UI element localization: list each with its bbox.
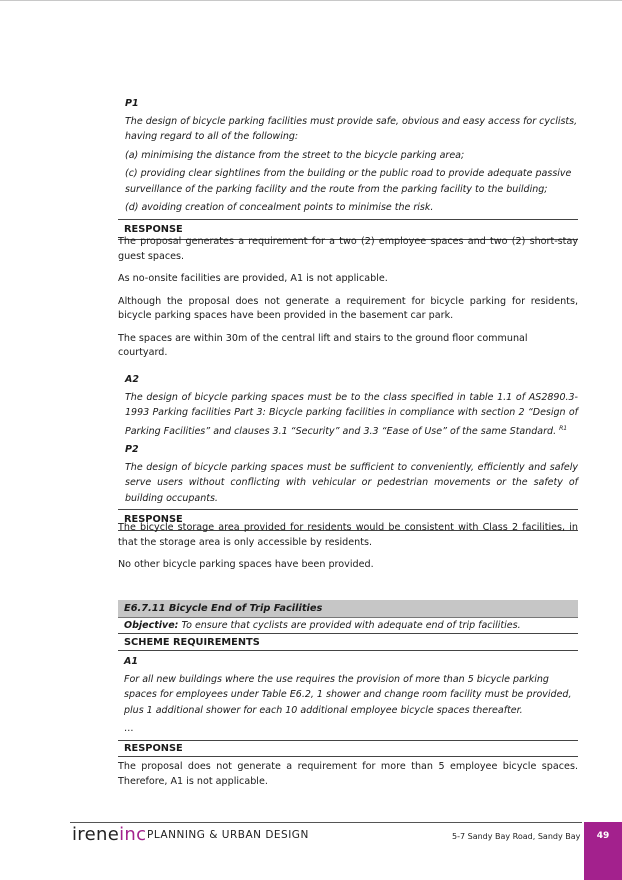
response-1-para-3: Although the proposal does not generate a requirement for bicycle parking for residents, bicycle parking spaces have been provided in the basement car park.	[118, 295, 578, 321]
response-1-para-2: As no-onsite facilities are provided, A1 is not applicable.	[118, 273, 388, 284]
response-heading-3: RESPONSE	[118, 740, 578, 757]
a1-text: For all new buildings where the use requires the provision of more than 5 bicycle parking spaces for employees under Table E6.2, 1 shower and change room facility must be provided, plus 1 additional shower for each 10 additional employee bicycle spaces thereafter.	[124, 673, 572, 716]
a1-criteria	[118, 651, 578, 737]
objective-text: To ensure that cyclists are provided with adequate end of trip facilities.	[181, 620, 521, 631]
a1-ellipsis: …	[124, 723, 134, 734]
section-e6-7-11	[118, 600, 578, 757]
response-2-para-2: No other bicycle parking spaces have been provided.	[118, 559, 374, 570]
response-heading-2: RESPONSE	[118, 509, 578, 531]
p1-criteria	[118, 96, 578, 240]
p1-item-d: (d) avoiding creation of concealment points to minimise the risk.	[125, 202, 434, 213]
p2-label: P2	[125, 444, 139, 456]
a2-reference: R1	[559, 424, 568, 432]
logo-part-1: irene	[72, 824, 120, 845]
logo-part-2: inc	[119, 824, 147, 845]
objective-label: Objective:	[124, 620, 179, 631]
scheme-requirements-heading: SCHEME REQUIREMENTS	[118, 634, 578, 651]
response-1-para-1: The proposal generates a requirement for a two (2) employee spaces and two (2) short-stay guest spaces.	[118, 236, 578, 262]
a2-label: A2	[125, 374, 139, 385]
a2-body: The design of bicycle parking spaces must be to the class specified in table 1.1 of AS2890.3-1993 Parking facilities Part 3: Bicycle parking facilities in compliance with section 2 “Design of Parking Facilities” and clauses 3.1 “Security” and 3.3 “Ease of Use” of the same Standard.	[125, 391, 578, 437]
section-title: E6.7.11 Bicycle End of Trip Facilities	[118, 600, 578, 618]
response-1-para-4: The spaces are within 30m of the central lift and stairs to the ground floor communal courtyard.	[118, 332, 528, 358]
objective-row	[118, 618, 578, 634]
response-3	[118, 754, 578, 797]
a1-label: A1	[124, 656, 138, 667]
response-2	[118, 515, 578, 581]
footer-address: 5-7 Sandy Bay Road, Sandy Bay	[452, 832, 581, 841]
a2-p2-criteria	[118, 372, 578, 531]
p1-item-c: (c) providing clear sightlines from the building or the public road to provide adequate passive surveillance of the parking facility and the route from the parking facility to the building;	[125, 168, 572, 195]
p2-text: The design of bicycle parking spaces must be sufficient to conveniently, efficiently and safely serve users without conflicting with vehicular or pedestrian movements or the safety of building occupants.	[125, 461, 578, 504]
a2-text	[125, 390, 578, 440]
response-1	[118, 229, 578, 369]
response-heading-1: RESPONSE	[118, 219, 578, 241]
response-3-para-1: The proposal does not generate a requirement for more than 5 employee bicycle spaces. Therefore, A1 is not applicable.	[118, 761, 578, 787]
p1-item-a: (a) minimising the distance from the street to the bicycle parking area;	[125, 149, 465, 161]
footer-tagline: PLANNING & URBAN DESIGN	[147, 829, 309, 841]
p1-label: P1	[125, 98, 139, 109]
company-logo	[72, 824, 146, 845]
footer-rule	[70, 822, 582, 823]
top-rule	[0, 0, 622, 1]
p1-intro: The design of bicycle parking facilities must provide safe, obvious and easy access for cyclists, having regard to all of the following:	[125, 115, 578, 142]
page-number: 49	[584, 822, 622, 880]
response-2-para-1: The bicycle storage area provided for residents would be consistent with Class 2 facilities, in that the storage area is only accessible by residents.	[118, 522, 578, 548]
